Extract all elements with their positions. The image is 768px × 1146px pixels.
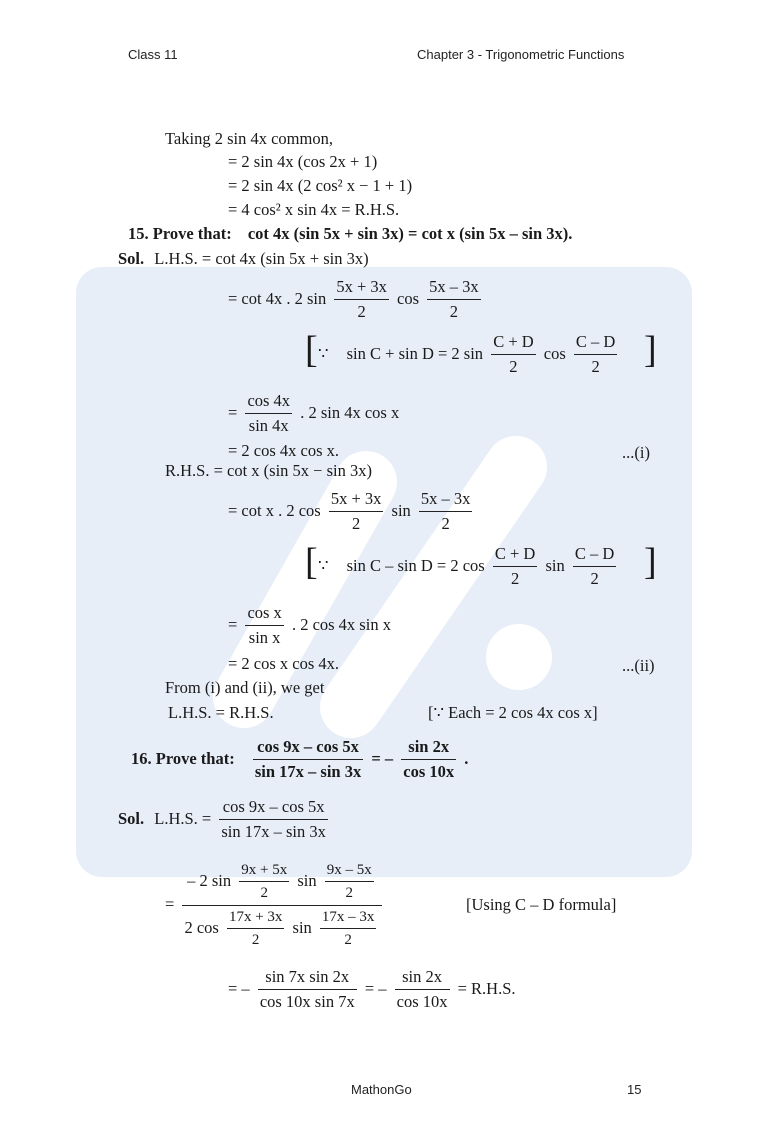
equation-tag-ii: ...(ii) — [622, 656, 655, 675]
q16-sol-line: Sol. L.H.S. = $\frac{\cos 9x - \cos 5x}{\sin 17x - \sin 3x}$ — [118, 797, 326, 841]
fraction: $\frac{\cos 9x - \cos 5x}{\sin 17x - \sin 3x}$ — [221, 797, 326, 841]
q15-step3: = 2 cos 4x cos x. — [228, 441, 340, 460]
q15-from: From (i) and (ii), we get — [165, 678, 325, 697]
q15-number: 15. — [128, 224, 149, 243]
fraction: $\frac{C - D}{2}$ — [575, 332, 616, 376]
q15-conclusion: L.H.S. = R.H.S. — [168, 703, 274, 722]
header-class: Class 11 — [128, 47, 178, 62]
q16-number: 16. — [131, 748, 152, 768]
q16-step1: = – 2 sin $\frac{9x + 5x}{2}$ sin $\frac{9x - 5x}{2}$ 2 cos $\frac{17x + 3x}{2}$ sin $\frac{17x - 3x}{2}$ — [165, 862, 386, 949]
q16-prove-label: Prove that: — [155, 748, 235, 768]
page-number: 15 — [627, 1082, 642, 1097]
q15-identity1 — [318, 333, 621, 377]
left-bracket: [ — [305, 329, 318, 371]
fraction: $\frac{5x + 3x}{2}$ — [336, 277, 387, 321]
fraction: $\frac{\text{sin 7x sin 2x}}{\text{cos 10x sin 7x}}$ — [259, 967, 355, 1011]
fraction: $\frac{C + D}{2}$ — [493, 332, 534, 376]
q15-rhs-def: R.H.S. = cot x (sin 5x − sin 3x) — [165, 461, 372, 480]
fraction: $\frac{\cos 4x}{\sin 4x}$ — [247, 391, 291, 435]
fraction: $\frac{\cos 9x - \cos 5x}{\sin 17x - \sin 3x}$ — [254, 737, 362, 781]
right-bracket: ] — [644, 329, 657, 371]
q15-step1 — [228, 278, 485, 322]
q16-sol-label: Sol. — [118, 808, 145, 828]
fraction: $\frac{5x - 3x}{2}$ — [420, 489, 471, 533]
footer-brand: MathonGo — [351, 1082, 412, 1097]
q15-step4: = cot x . 2 cos $\frac{5x + 3x}{2}$ sin $\frac{5x - 3x}{2}$ — [228, 489, 471, 533]
step-text: cos — [397, 288, 420, 308]
identity-text: sin C + sin D = 2 sin — [346, 343, 484, 363]
q15-prove-label: Prove that: — [152, 224, 232, 243]
q15-step6: = 2 cos x cos 4x. — [228, 654, 340, 673]
fraction: $\frac{5x + 3x}{2}$ — [330, 489, 382, 533]
equation-tag-i: ...(i) — [622, 443, 650, 462]
q15-heading — [128, 226, 572, 243]
fraction: $\frac{5x - 3x}{2}$ — [429, 277, 479, 321]
prev-line-1: Taking 2 sin 4x common, — [165, 129, 333, 148]
q15-lhs-line — [118, 251, 369, 268]
q16-step2: = – $\frac{\text{sin 7x sin 2x}}{\text{cos 10x sin 7x}}$ = – $\frac{\sin 2x}{\cos 10x}$ = R.H.S. — [228, 967, 516, 1011]
fraction: $\frac{\sin 2x}{\cos 10x}$ — [403, 737, 455, 781]
q16-note: [Using C – D formula] — [466, 895, 617, 914]
header-chapter: Chapter 3 - Trigonometric Functions — [417, 47, 625, 62]
q16-heading: 16. Prove that: $\frac{\cos 9x - \cos 5x}{\sin 17x - \sin 3x}$ = – $\frac{\sin 2x}{\cos 10x}$ . — [131, 737, 469, 781]
q15-reason: [∵ Each = 2 cos 4x cos x] — [428, 703, 598, 722]
q15-lhs-def: L.H.S. = cot 4x (sin 5x + sin 3x) — [154, 249, 369, 268]
prev-line-4: = 4 cos² x sin 4x = R.H.S. — [228, 200, 400, 219]
q15-identity2: ∵ sin C – sin D = 2 cos $\frac{C + D}{2}$ sin $\frac{C - D}{2}$ — [318, 544, 615, 588]
fraction: $\frac{C - D}{2}$ — [574, 544, 615, 588]
identity-text: cos — [543, 343, 566, 363]
q15-sol-label: Sol. — [118, 249, 145, 268]
prev-line-3: = 2 sin 4x (2 cos² x − 1 + 1) — [228, 176, 413, 195]
step-text: = cot 4x . 2 sin — [228, 288, 327, 308]
fraction: $\frac{C + D}{2}$ — [494, 544, 536, 588]
q15-step5: = $\frac{\text{cos x}}{\text{sin x}}$ . 2 cos 4x sin x — [228, 603, 391, 647]
compound-fraction: – 2 sin $\frac{9x + 5x}{2}$ sin $\frac{9x - 5x}{2}$ 2 cos $\frac{17x + 3x}{2}$ sin $\frac{17x - 3x}{2}$ — [182, 862, 382, 949]
q15-statement: cot 4x (sin 5x + sin 3x) = cot x (sin 5x – sin 3x). — [247, 224, 573, 243]
q15-step2: = $\frac{\cos 4x}{\sin 4x}$ . 2 sin 4x cos x — [228, 391, 400, 435]
because-symbol: ∵ — [318, 343, 329, 363]
fraction: $\frac{\text{cos x}}{\text{sin x}}$ — [247, 603, 282, 647]
prev-line-2: = 2 sin 4x (cos 2x + 1) — [228, 152, 378, 171]
right-bracket: ] — [644, 541, 657, 583]
left-bracket: [ — [305, 541, 318, 583]
fraction: $\frac{\sin 2x}{\cos 10x}$ — [396, 967, 448, 1011]
